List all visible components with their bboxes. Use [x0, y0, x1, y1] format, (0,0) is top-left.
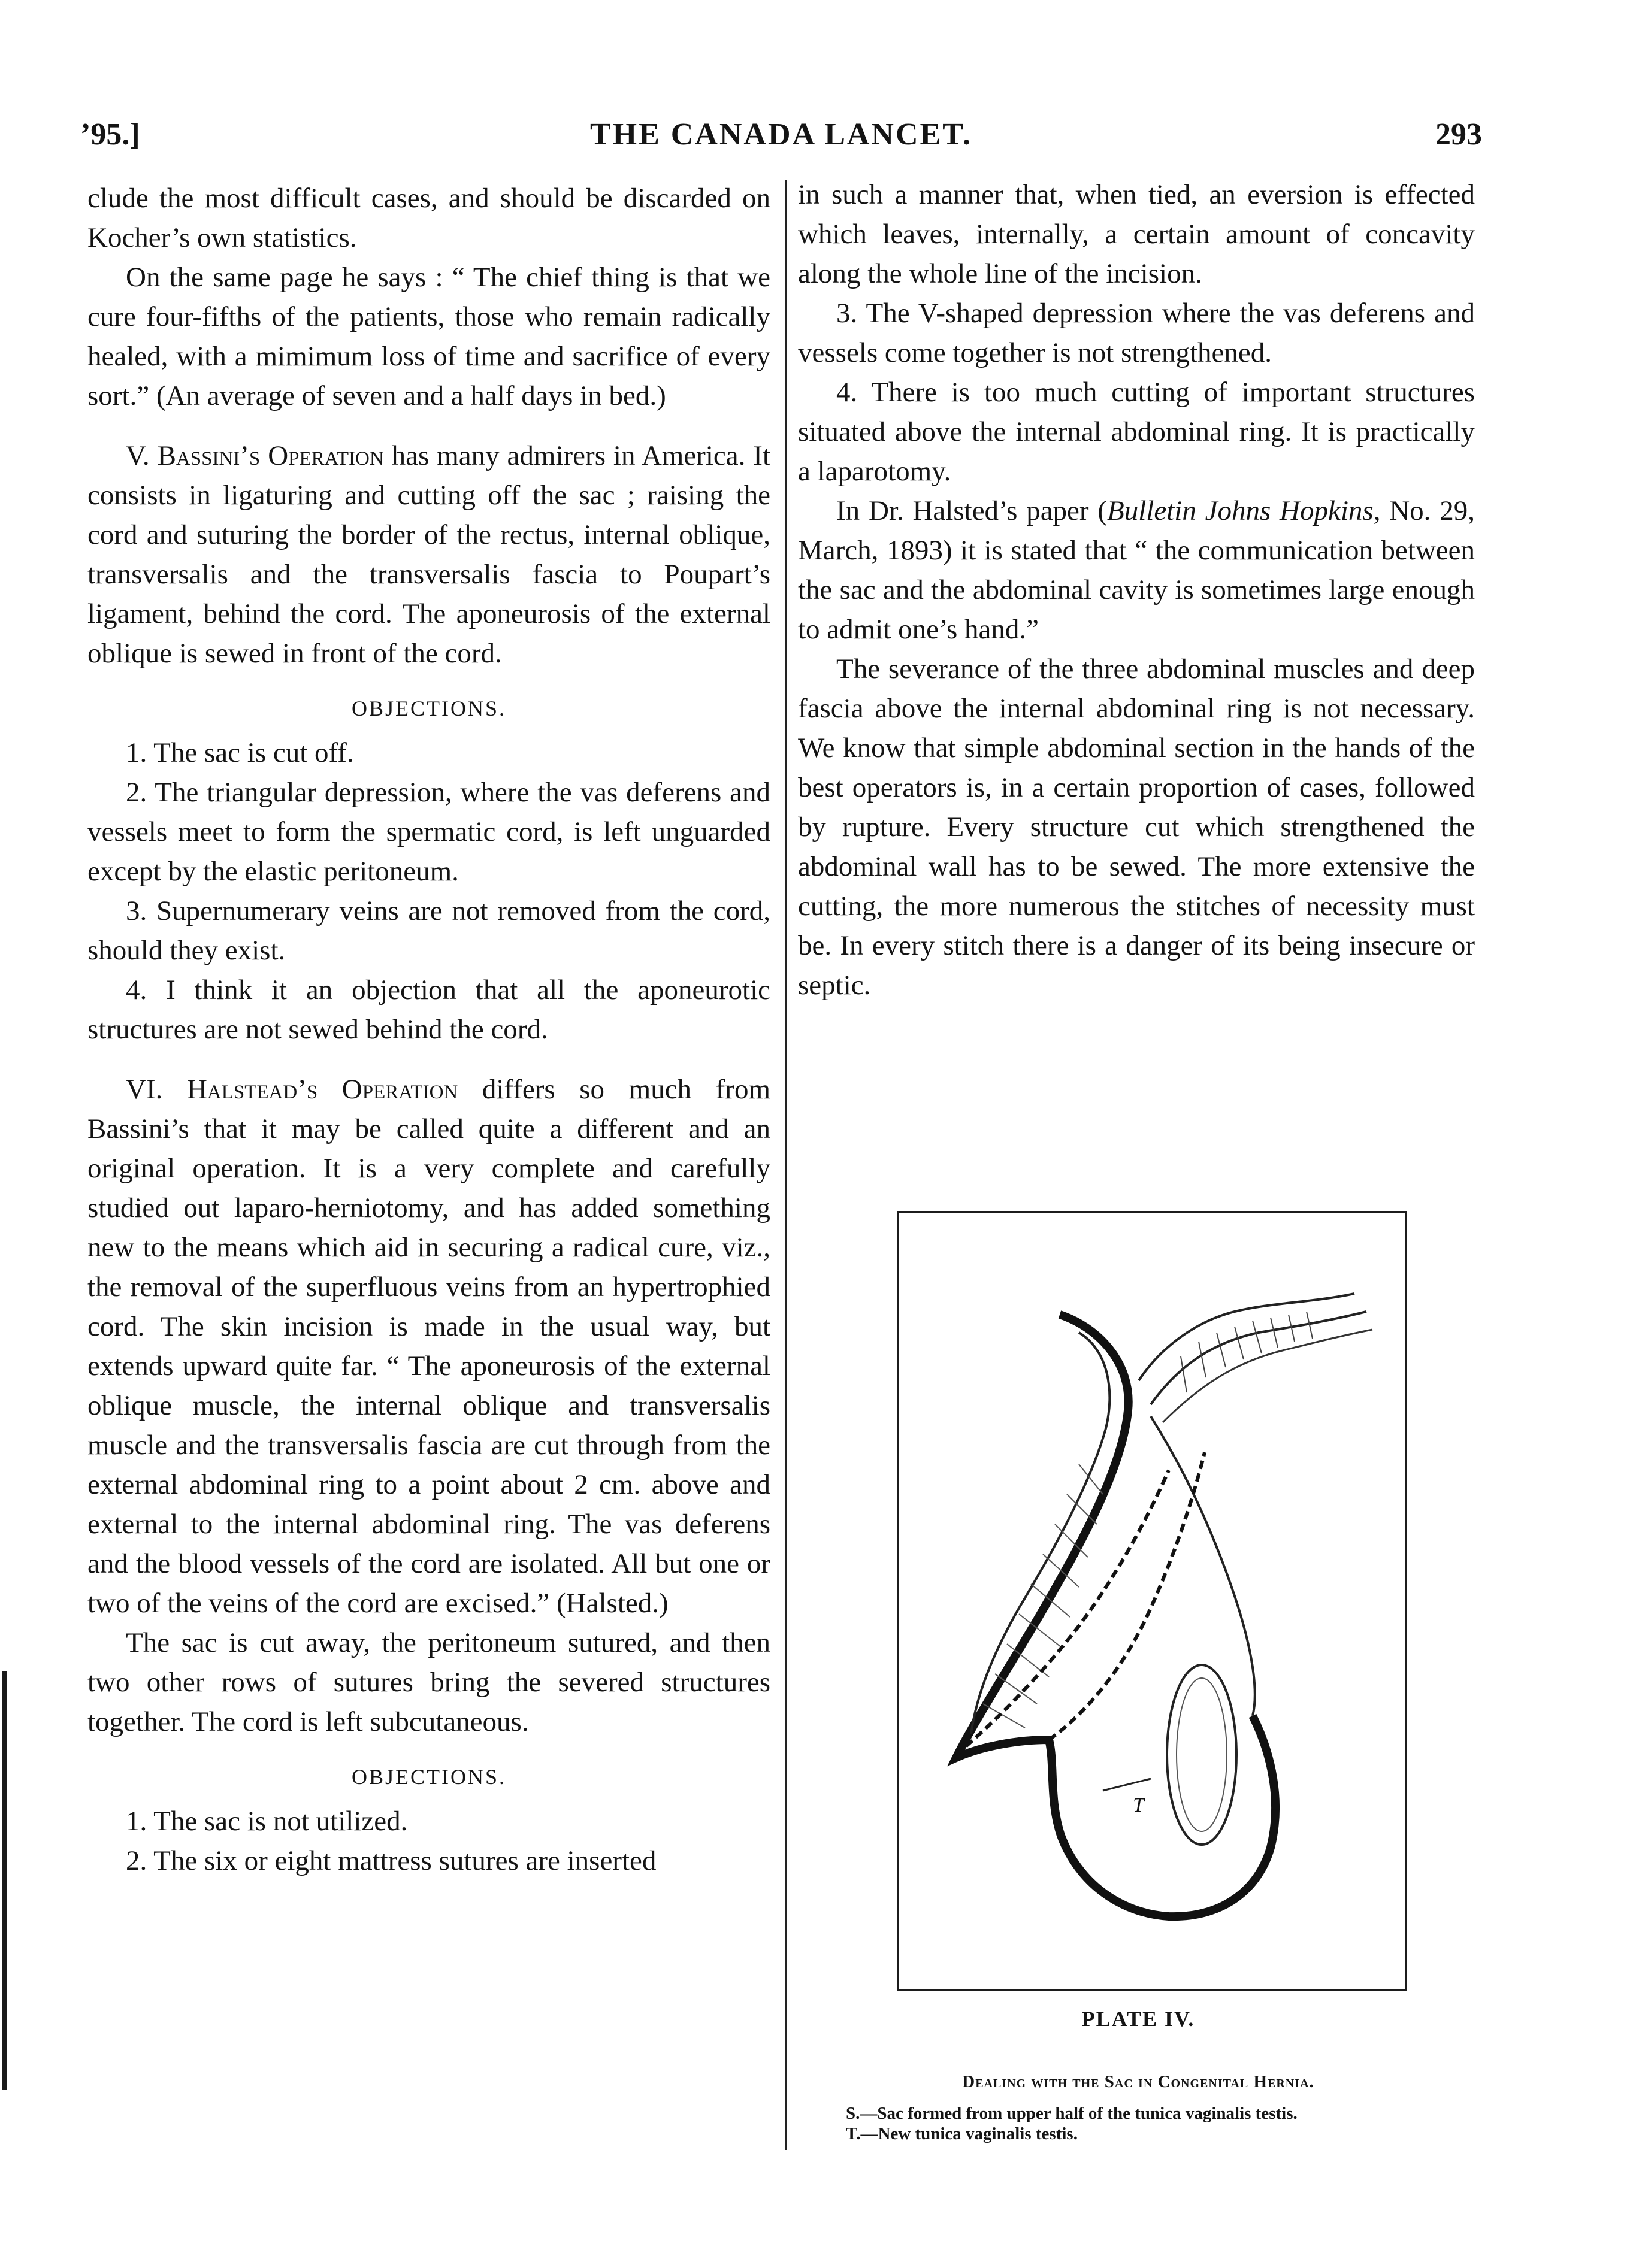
sac-outline	[956, 1315, 1275, 1916]
objection-item: 1. The sac is not utilized.	[126, 1806, 408, 1837]
testis-inner-outline	[1177, 1678, 1227, 1831]
paragraph-halstead	[87, 1070, 770, 1623]
bassini-text: has many admirers in America. It consists in ligaturing and cutting off the sac ; raising the cord and suturing the border of the rectus, internal oblique, transversalis and the transversalis fascia to Poupart’s ligament, behind the cord. The aponeurosis of the external oblique is sewed in front of the cord.	[87, 440, 771, 669]
figure-label-t: T	[1133, 1794, 1144, 1816]
objection-item: 2. The triangular depression, where the vas deferens and vessels meet to form the spermatic cord, is left unguarded except by the elastic peritoneum.	[87, 777, 770, 887]
right-column	[798, 175, 1475, 1005]
objection-item: 4. I think it an objection that all the aponeurotic structures are not sewed behind the cord.	[87, 974, 770, 1045]
suture-chain-left	[956, 1470, 1169, 1755]
objections-heading: OBJECTIONS.	[351, 697, 507, 720]
plate-title: PLATE IV.	[1081, 2007, 1195, 2031]
scan-edge-mark	[2, 1671, 7, 2090]
plate-caption: Dealing with the Sac in Congenital Hernia.	[962, 2072, 1314, 2091]
plate-figure-frame	[897, 1211, 1407, 1991]
running-header	[80, 117, 1482, 159]
label-pointer-line	[1103, 1779, 1151, 1791]
paragraph-bassini	[87, 436, 770, 673]
page-number: 293	[1435, 117, 1482, 152]
objection-item: 4. There is too much cutting of important structures situated above the internal abdominal ring. It is practically a laparotomy.	[798, 377, 1475, 487]
heading-bassini-operation: Bassini’s Operation	[157, 440, 384, 471]
journal-title: THE CANADA LANCET.	[589, 117, 973, 152]
objection-item: 3. The V-shaped depression where the vas deferens and vessels come together is not strengthened.	[798, 298, 1475, 368]
paragraph-kocher-quote: On the same page he says : “ The chief thing is that we cure four-fifths of the patients, those who remain radically healed, with a mimimum loss of time and sacrifice of every sort.” (An average of seven and a half days in bed.)	[87, 262, 770, 411]
column-divider	[785, 180, 787, 2150]
header-year: ’95.]	[80, 117, 140, 152]
objections-heading: OBJECTIONS.	[351, 1765, 507, 1789]
cord-upper-line	[1139, 1294, 1354, 1380]
objection-item: 1. The sac is cut off.	[126, 737, 354, 768]
halstead-text: differs so much from Bassini’s that it may be called quite a different and an original operation. It is a very complete and carefully studied out laparo-herniotomy, and has added something new to the means which aid in securing a radical cure, viz., the removal of the superfluous veins from an hypertrophied cord. The skin incision is made in the usual way, but extends upward quite far. “ The aponeurosis of the external oblique muscle, the internal oblique and transversalis muscle and the transversalis fascia are cut through from the external abdominal ring to a point about 2 cm. above and external to the internal abdominal ring. The vas deferens and the blood vessels of the cord are isolated. All but one or two of the veins of the cord are excised.” (Halsted.)	[87, 1074, 771, 1619]
sac-hatching	[983, 1464, 1103, 1728]
plate-note-s: S.—Sac formed from upper half of the tunica vaginalis testis.	[846, 2104, 1298, 2123]
paragraph-halsted-paper	[798, 491, 1475, 649]
objection-item: 2. The six or eight mattress sutures are inserted	[126, 1845, 657, 1876]
section-number-vi: VI.	[126, 1074, 163, 1105]
testis-outline	[1167, 1665, 1236, 1845]
citation-prefix: In Dr. Halsted’s paper (	[836, 495, 1108, 526]
hernia-sac-illustration	[899, 1213, 1405, 1989]
paragraph-severance: The severance of the three abdominal muscles and deep fascia above the internal abdominal ring is not necessary. We know that simple abdominal section in the hands of the best operators is, in a certain proportion of cases, followed by rupture. Every structure cut which strengthened the abdominal wall has to be sewed. The more extensive the cutting, the more numerous the stitches of necessity must be. In every stitch there is a danger of its being insecure or septic.	[798, 653, 1475, 1001]
suture-chain-right	[1049, 1452, 1205, 1740]
paragraph-eversion: in such a manner that, when tied, an eversion is effected which leaves, internally, a certain amount of concavity along the whole line of the incision.	[798, 179, 1475, 289]
objection-item: 3. Supernumerary veins are not removed from the cord, should they exist.	[87, 895, 770, 966]
heading-halstead-operation: Halstead’s Operation	[186, 1074, 458, 1105]
left-column	[87, 178, 770, 1881]
cord-fiber-line	[1163, 1330, 1372, 1422]
plate-note-t: T.—New tunica vaginalis testis.	[846, 2124, 1078, 2143]
citation-journal: Bulletin Johns Hopkins,	[1107, 495, 1381, 526]
plate-notes	[846, 2103, 1475, 2144]
section-number-v: V.	[126, 440, 150, 471]
paragraph-sac-cut-away: The sac is cut away, the peritoneum sutured, and then two other rows of sutures bring the severed structures together. The cord is left subcutaneous.	[87, 1627, 770, 1737]
citation-rest: No. 29, March, 1893) it is stated that “ the communication between the sac and the abdominal cavity is sometimes large enough to admit one’s hand.”	[798, 495, 1475, 645]
paragraph-kocher-stats: clude the most difficult cases, and should be discarded on Kocher’s own statistics.	[87, 183, 770, 253]
